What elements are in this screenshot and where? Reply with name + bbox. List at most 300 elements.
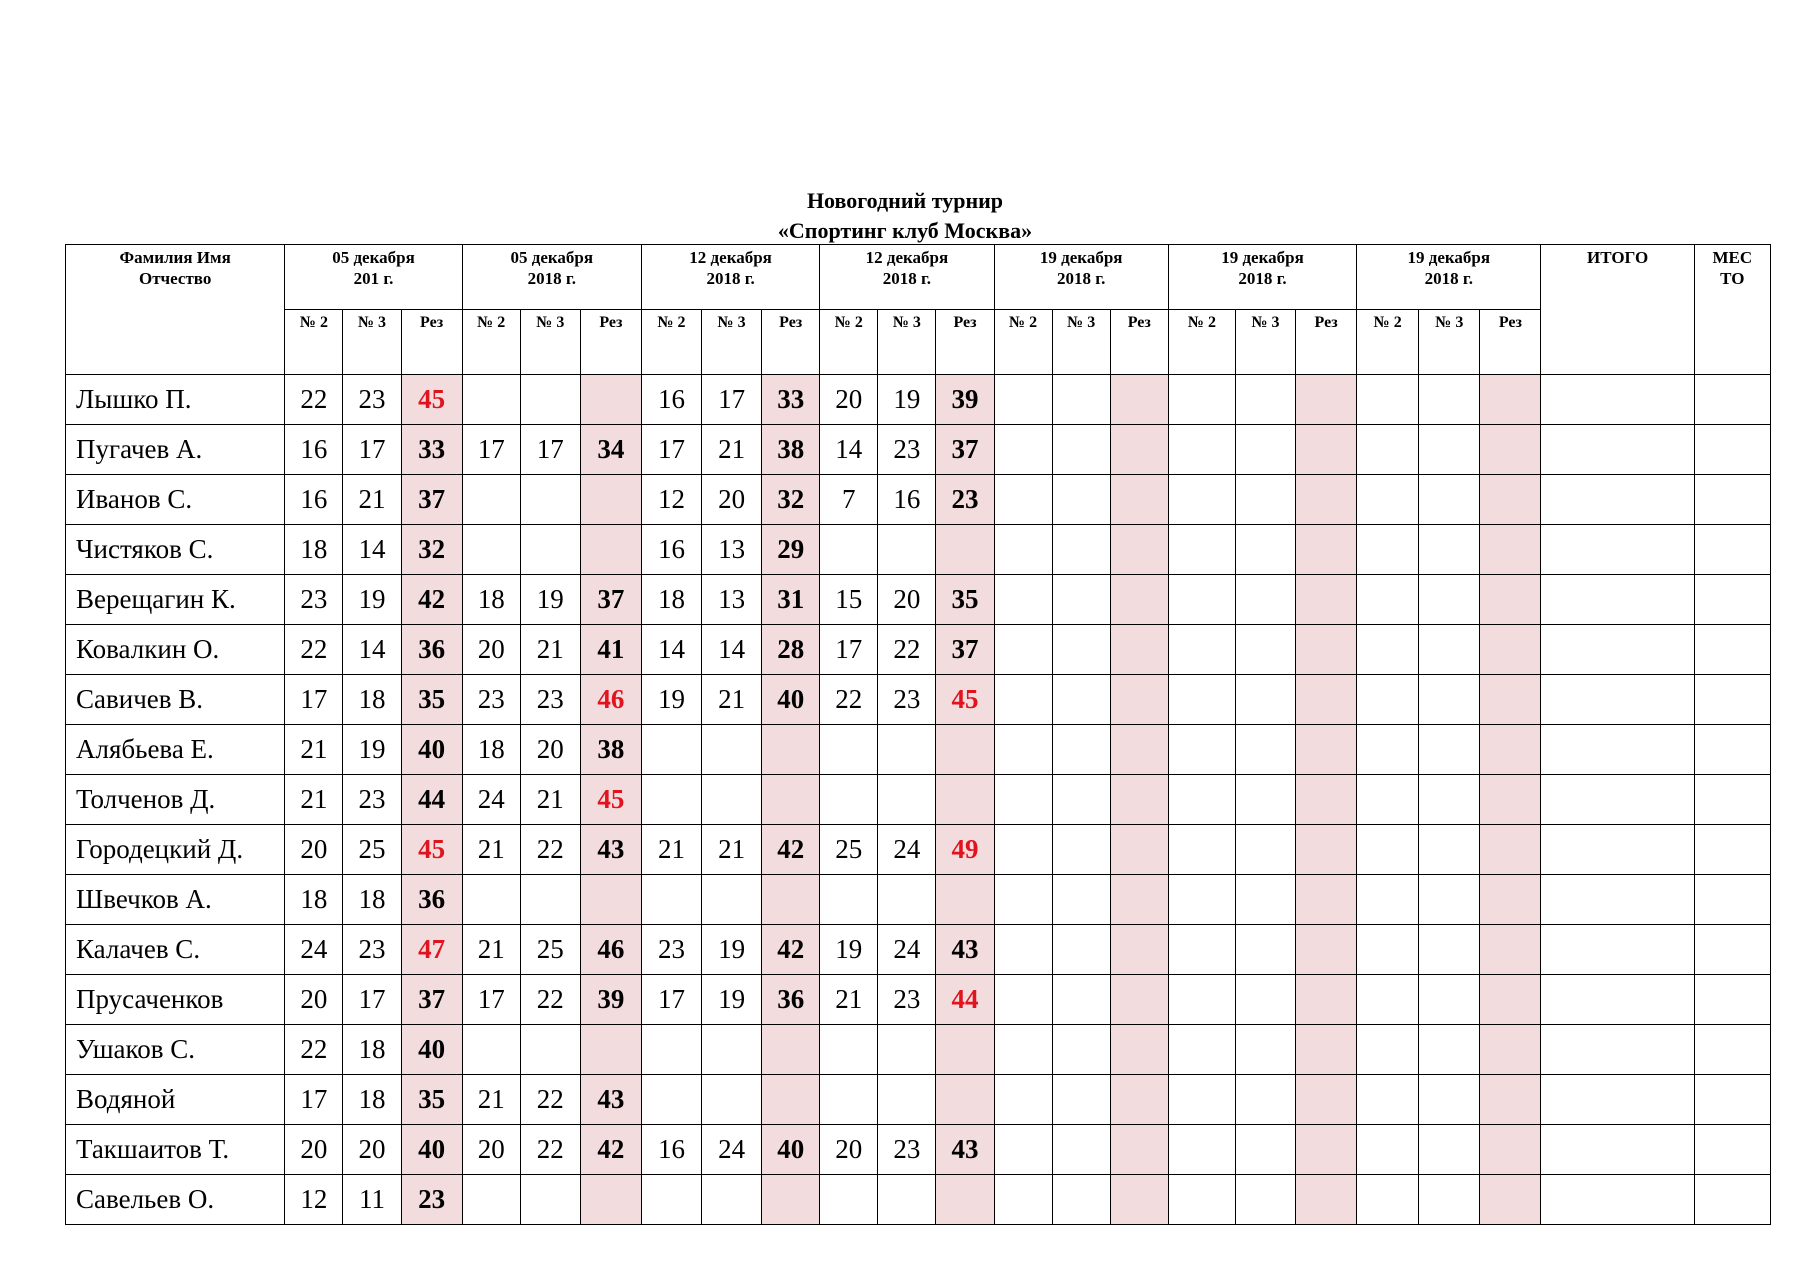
round-2-cell: 20 bbox=[285, 825, 343, 875]
result-cell: 45 bbox=[401, 375, 462, 425]
round-3-cell: 22 bbox=[520, 1125, 580, 1175]
round-2-cell: 18 bbox=[285, 525, 343, 575]
result-cell: 37 bbox=[936, 625, 994, 675]
round-3-cell bbox=[1419, 825, 1480, 875]
round-3-cell bbox=[702, 1075, 762, 1125]
round-2-cell: 22 bbox=[820, 675, 878, 725]
place-cell bbox=[1694, 475, 1770, 525]
round-3-cell: 17 bbox=[702, 375, 762, 425]
round-3-cell bbox=[1052, 575, 1110, 625]
participant-name: Швечков А. bbox=[66, 875, 285, 925]
round-3-cell: 13 bbox=[702, 575, 762, 625]
result-cell bbox=[1296, 375, 1357, 425]
participant-name: Лышко П. bbox=[66, 375, 285, 425]
round-2-cell bbox=[1168, 775, 1235, 825]
round-2-cell bbox=[641, 1175, 701, 1225]
round-3-cell: 14 bbox=[702, 625, 762, 675]
round-3-cell bbox=[1052, 1025, 1110, 1075]
round-2-cell bbox=[1168, 975, 1235, 1025]
round-2-cell: 24 bbox=[462, 775, 520, 825]
round-2-cell bbox=[820, 725, 878, 775]
result-cell bbox=[762, 1075, 820, 1125]
round-2-cell bbox=[462, 1175, 520, 1225]
round-2-cell: 17 bbox=[462, 975, 520, 1025]
round-2-cell: 18 bbox=[462, 575, 520, 625]
round-2-cell bbox=[1168, 675, 1235, 725]
result-cell bbox=[1296, 1175, 1357, 1225]
round-2-cell bbox=[820, 1025, 878, 1075]
result-cell: 39 bbox=[936, 375, 994, 425]
round-2-header: № 2 bbox=[285, 310, 343, 375]
round-3-cell: 18 bbox=[343, 675, 401, 725]
round-2-header: № 2 bbox=[1357, 310, 1419, 375]
round-3-cell bbox=[1419, 575, 1480, 625]
result-cell bbox=[1480, 1175, 1541, 1225]
place-cell bbox=[1694, 575, 1770, 625]
result-cell bbox=[1480, 975, 1541, 1025]
round-2-cell bbox=[994, 425, 1052, 475]
round-3-cell bbox=[520, 525, 580, 575]
total-cell bbox=[1541, 725, 1694, 775]
table-row bbox=[66, 1175, 1771, 1225]
result-cell: 40 bbox=[401, 1025, 462, 1075]
result-cell bbox=[762, 875, 820, 925]
round-2-cell: 21 bbox=[285, 775, 343, 825]
round-3-cell bbox=[1052, 725, 1110, 775]
round-2-cell bbox=[1357, 575, 1419, 625]
result-cell bbox=[1480, 1075, 1541, 1125]
total-column-header: ИТОГО bbox=[1541, 245, 1694, 375]
result-cell bbox=[1480, 675, 1541, 725]
participant-name: Савельев О. bbox=[66, 1175, 285, 1225]
round-3-cell bbox=[520, 1025, 580, 1075]
result-cell bbox=[1480, 475, 1541, 525]
round-2-cell bbox=[1357, 875, 1419, 925]
result-cell: 44 bbox=[936, 975, 994, 1025]
round-2-cell: 22 bbox=[285, 375, 343, 425]
result-cell bbox=[1480, 1125, 1541, 1175]
result-cell: 43 bbox=[936, 925, 994, 975]
round-3-cell: 24 bbox=[878, 925, 936, 975]
table-row bbox=[66, 525, 1771, 575]
result-cell bbox=[1296, 475, 1357, 525]
result-cell bbox=[1110, 775, 1168, 825]
participant-name: Водяной bbox=[66, 1075, 285, 1125]
round-2-cell bbox=[1357, 1075, 1419, 1125]
table-row bbox=[66, 375, 1771, 425]
round-2-cell bbox=[994, 875, 1052, 925]
round-3-cell bbox=[702, 1175, 762, 1225]
participant-name: Ковалкин О. bbox=[66, 625, 285, 675]
result-cell bbox=[1296, 675, 1357, 725]
result-cell: 23 bbox=[936, 475, 994, 525]
place-cell bbox=[1694, 825, 1770, 875]
result-cell bbox=[1110, 675, 1168, 725]
table-row bbox=[66, 675, 1771, 725]
result-cell bbox=[1110, 1025, 1168, 1075]
place-cell bbox=[1694, 1175, 1770, 1225]
round-3-cell: 20 bbox=[702, 475, 762, 525]
total-cell bbox=[1541, 675, 1694, 725]
stage-header: 12 декабря 2018 г. bbox=[820, 245, 994, 310]
round-2-header: № 2 bbox=[994, 310, 1052, 375]
round-2-cell: 14 bbox=[641, 625, 701, 675]
result-cell: 45 bbox=[580, 775, 641, 825]
result-cell: 37 bbox=[401, 975, 462, 1025]
result-cell bbox=[1110, 625, 1168, 675]
round-2-cell bbox=[1357, 825, 1419, 875]
round-3-cell bbox=[1052, 375, 1110, 425]
round-3-cell: 21 bbox=[343, 475, 401, 525]
total-cell bbox=[1541, 425, 1694, 475]
table-row bbox=[66, 875, 1771, 925]
round-2-cell bbox=[1357, 1125, 1419, 1175]
total-cell bbox=[1541, 625, 1694, 675]
round-3-cell: 23 bbox=[878, 975, 936, 1025]
result-cell: 35 bbox=[401, 1075, 462, 1125]
round-2-cell bbox=[1357, 525, 1419, 575]
round-3-cell bbox=[1235, 1025, 1295, 1075]
result-cell bbox=[1110, 425, 1168, 475]
result-cell bbox=[936, 1075, 994, 1125]
result-cell bbox=[1480, 525, 1541, 575]
participant-name: Городецкий Д. bbox=[66, 825, 285, 875]
round-3-cell bbox=[1052, 975, 1110, 1025]
round-3-cell: 19 bbox=[702, 975, 762, 1025]
result-cell bbox=[1296, 925, 1357, 975]
round-3-cell bbox=[1235, 475, 1295, 525]
round-2-cell bbox=[994, 575, 1052, 625]
result-cell: 44 bbox=[401, 775, 462, 825]
result-cell bbox=[1110, 1125, 1168, 1175]
place-cell bbox=[1694, 1125, 1770, 1175]
round-3-cell bbox=[702, 875, 762, 925]
round-2-cell: 17 bbox=[285, 1075, 343, 1125]
result-cell bbox=[580, 375, 641, 425]
round-3-cell bbox=[878, 1075, 936, 1125]
round-2-cell: 18 bbox=[462, 725, 520, 775]
round-2-cell bbox=[1168, 825, 1235, 875]
round-2-cell bbox=[820, 1175, 878, 1225]
round-3-cell bbox=[1052, 425, 1110, 475]
round-2-cell: 22 bbox=[285, 625, 343, 675]
round-2-cell: 12 bbox=[641, 475, 701, 525]
table-row bbox=[66, 775, 1771, 825]
result-cell bbox=[580, 475, 641, 525]
round-3-cell bbox=[1419, 525, 1480, 575]
result-cell: 42 bbox=[762, 925, 820, 975]
participant-name: Верещагин К. bbox=[66, 575, 285, 625]
round-2-cell: 19 bbox=[820, 925, 878, 975]
round-3-cell bbox=[1235, 425, 1295, 475]
round-2-cell bbox=[1168, 375, 1235, 425]
round-2-cell bbox=[820, 875, 878, 925]
results-body bbox=[66, 375, 1771, 1225]
result-cell bbox=[1110, 975, 1168, 1025]
round-3-cell: 21 bbox=[520, 775, 580, 825]
result-cell bbox=[1480, 575, 1541, 625]
participant-name: Такшаитов Т. bbox=[66, 1125, 285, 1175]
place-column-header: МЕС ТО bbox=[1694, 245, 1770, 375]
round-3-cell bbox=[702, 725, 762, 775]
round-3-cell bbox=[1052, 875, 1110, 925]
total-cell bbox=[1541, 775, 1694, 825]
result-cell: 23 bbox=[401, 1175, 462, 1225]
result-cell: 45 bbox=[936, 675, 994, 725]
round-3-cell bbox=[1419, 725, 1480, 775]
result-cell: 43 bbox=[936, 1125, 994, 1175]
round-3-cell bbox=[1419, 925, 1480, 975]
table-row bbox=[66, 475, 1771, 525]
result-cell bbox=[936, 1175, 994, 1225]
result-cell bbox=[1110, 475, 1168, 525]
result-header: Рез bbox=[762, 310, 820, 375]
place-cell bbox=[1694, 975, 1770, 1025]
round-2-cell: 21 bbox=[462, 825, 520, 875]
round-3-cell bbox=[1235, 575, 1295, 625]
result-cell: 32 bbox=[762, 475, 820, 525]
total-cell bbox=[1541, 975, 1694, 1025]
total-cell bbox=[1541, 1125, 1694, 1175]
round-2-cell bbox=[462, 475, 520, 525]
round-2-cell: 7 bbox=[820, 475, 878, 525]
round-3-cell: 22 bbox=[878, 625, 936, 675]
round-3-cell: 19 bbox=[343, 575, 401, 625]
total-cell bbox=[1541, 1175, 1694, 1225]
round-3-cell bbox=[520, 1175, 580, 1225]
round-2-cell bbox=[1168, 725, 1235, 775]
round-3-cell bbox=[1419, 475, 1480, 525]
total-cell bbox=[1541, 375, 1694, 425]
round-3-cell bbox=[1419, 1175, 1480, 1225]
place-cell bbox=[1694, 775, 1770, 825]
result-cell bbox=[1110, 375, 1168, 425]
round-2-cell bbox=[1357, 1175, 1419, 1225]
round-2-cell: 21 bbox=[641, 825, 701, 875]
place-cell bbox=[1694, 675, 1770, 725]
participant-name: Ушаков С. bbox=[66, 1025, 285, 1075]
round-3-cell: 25 bbox=[520, 925, 580, 975]
result-cell: 43 bbox=[580, 825, 641, 875]
total-cell bbox=[1541, 575, 1694, 625]
result-cell: 34 bbox=[580, 425, 641, 475]
stage-header: 12 декабря 2018 г. bbox=[641, 245, 819, 310]
round-3-cell: 17 bbox=[343, 425, 401, 475]
round-3-cell: 17 bbox=[520, 425, 580, 475]
result-cell bbox=[1296, 975, 1357, 1025]
round-3-cell bbox=[1419, 425, 1480, 475]
result-cell: 31 bbox=[762, 575, 820, 625]
round-3-cell: 23 bbox=[878, 675, 936, 725]
round-2-cell: 15 bbox=[820, 575, 878, 625]
round-2-cell bbox=[1168, 925, 1235, 975]
result-header: Рез bbox=[1110, 310, 1168, 375]
round-2-cell bbox=[994, 525, 1052, 575]
round-3-header: № 3 bbox=[1052, 310, 1110, 375]
result-cell: 32 bbox=[401, 525, 462, 575]
result-cell bbox=[762, 1025, 820, 1075]
result-cell bbox=[1296, 725, 1357, 775]
round-2-header: № 2 bbox=[1168, 310, 1235, 375]
result-cell: 38 bbox=[580, 725, 641, 775]
round-3-cell bbox=[1235, 925, 1295, 975]
round-2-cell: 20 bbox=[462, 1125, 520, 1175]
result-cell bbox=[762, 1175, 820, 1225]
result-cell: 33 bbox=[401, 425, 462, 475]
total-cell bbox=[1541, 1075, 1694, 1125]
result-cell bbox=[1480, 825, 1541, 875]
round-2-cell bbox=[994, 975, 1052, 1025]
round-2-cell: 16 bbox=[285, 425, 343, 475]
round-3-cell bbox=[520, 875, 580, 925]
round-2-cell bbox=[462, 375, 520, 425]
table-row bbox=[66, 1075, 1771, 1125]
round-3-cell bbox=[520, 375, 580, 425]
round-2-cell: 16 bbox=[641, 525, 701, 575]
result-cell bbox=[1110, 525, 1168, 575]
round-3-cell: 19 bbox=[343, 725, 401, 775]
round-2-cell: 24 bbox=[285, 925, 343, 975]
result-cell bbox=[1110, 875, 1168, 925]
result-cell bbox=[1110, 1175, 1168, 1225]
round-2-cell bbox=[994, 475, 1052, 525]
round-3-cell bbox=[1419, 975, 1480, 1025]
round-3-cell: 18 bbox=[343, 1025, 401, 1075]
place-cell bbox=[1694, 625, 1770, 675]
round-2-cell bbox=[1168, 1075, 1235, 1125]
round-3-cell: 23 bbox=[343, 775, 401, 825]
round-2-cell: 20 bbox=[285, 1125, 343, 1175]
place-cell bbox=[1694, 725, 1770, 775]
result-cell bbox=[1296, 1025, 1357, 1075]
result-cell bbox=[1480, 625, 1541, 675]
result-cell bbox=[1110, 575, 1168, 625]
participant-name: Прусаченков bbox=[66, 975, 285, 1025]
result-cell bbox=[936, 875, 994, 925]
round-3-cell bbox=[1235, 1175, 1295, 1225]
result-cell bbox=[1296, 775, 1357, 825]
participant-name: Чистяков С. bbox=[66, 525, 285, 575]
round-3-header: № 3 bbox=[343, 310, 401, 375]
result-cell bbox=[762, 725, 820, 775]
round-3-cell: 25 bbox=[343, 825, 401, 875]
round-3-cell bbox=[1052, 625, 1110, 675]
result-header: Рез bbox=[1296, 310, 1357, 375]
result-cell bbox=[1480, 725, 1541, 775]
round-3-cell bbox=[878, 875, 936, 925]
round-2-cell: 19 bbox=[641, 675, 701, 725]
round-2-cell: 17 bbox=[641, 425, 701, 475]
result-cell: 40 bbox=[401, 1125, 462, 1175]
round-2-cell: 23 bbox=[641, 925, 701, 975]
round-2-cell bbox=[1168, 1125, 1235, 1175]
round-2-cell bbox=[1357, 925, 1419, 975]
round-3-cell: 19 bbox=[702, 925, 762, 975]
place-cell bbox=[1694, 525, 1770, 575]
round-2-cell bbox=[1168, 875, 1235, 925]
round-2-cell bbox=[1168, 1025, 1235, 1075]
result-cell: 39 bbox=[580, 975, 641, 1025]
stage-header: 19 декабря 2018 г. bbox=[1168, 245, 1356, 310]
round-3-cell bbox=[1052, 525, 1110, 575]
round-3-cell: 18 bbox=[343, 1075, 401, 1125]
round-2-cell bbox=[994, 675, 1052, 725]
round-2-cell bbox=[462, 875, 520, 925]
round-2-cell: 21 bbox=[462, 1075, 520, 1125]
round-2-cell bbox=[1168, 425, 1235, 475]
round-2-cell bbox=[1357, 725, 1419, 775]
result-cell: 42 bbox=[762, 825, 820, 875]
result-cell bbox=[1296, 625, 1357, 675]
result-cell: 46 bbox=[580, 675, 641, 725]
round-2-cell bbox=[994, 1175, 1052, 1225]
total-cell bbox=[1541, 475, 1694, 525]
round-3-cell bbox=[1419, 1025, 1480, 1075]
round-2-cell: 20 bbox=[462, 625, 520, 675]
round-2-header: № 2 bbox=[820, 310, 878, 375]
round-3-cell: 21 bbox=[520, 625, 580, 675]
round-2-cell: 16 bbox=[641, 375, 701, 425]
round-2-cell bbox=[994, 1125, 1052, 1175]
round-2-cell: 22 bbox=[285, 1025, 343, 1075]
place-cell bbox=[1694, 375, 1770, 425]
place-cell bbox=[1694, 1025, 1770, 1075]
round-2-cell: 18 bbox=[641, 575, 701, 625]
round-3-cell bbox=[1419, 625, 1480, 675]
result-cell bbox=[1110, 825, 1168, 875]
round-3-cell bbox=[1235, 775, 1295, 825]
result-cell: 33 bbox=[762, 375, 820, 425]
round-3-cell: 23 bbox=[878, 425, 936, 475]
result-cell: 46 bbox=[580, 925, 641, 975]
result-header: Рез bbox=[401, 310, 462, 375]
round-3-cell bbox=[1052, 775, 1110, 825]
round-3-cell bbox=[520, 475, 580, 525]
round-2-cell: 16 bbox=[641, 1125, 701, 1175]
round-3-cell: 21 bbox=[702, 425, 762, 475]
round-3-cell bbox=[1419, 875, 1480, 925]
round-3-cell bbox=[1235, 525, 1295, 575]
round-3-cell: 23 bbox=[520, 675, 580, 725]
result-cell bbox=[762, 775, 820, 825]
round-2-header: № 2 bbox=[641, 310, 701, 375]
result-cell bbox=[580, 1175, 641, 1225]
stage-header: 05 декабря 201 г. bbox=[285, 245, 462, 310]
result-cell bbox=[1480, 925, 1541, 975]
table-row bbox=[66, 725, 1771, 775]
round-3-cell: 14 bbox=[343, 525, 401, 575]
name-column-header: Фамилия Имя Отчество bbox=[66, 245, 285, 375]
round-2-cell bbox=[641, 875, 701, 925]
table-row bbox=[66, 975, 1771, 1025]
result-cell: 37 bbox=[580, 575, 641, 625]
round-2-cell bbox=[1357, 475, 1419, 525]
round-3-cell bbox=[1052, 1075, 1110, 1125]
round-2-cell: 20 bbox=[285, 975, 343, 1025]
place-cell bbox=[1694, 875, 1770, 925]
result-cell: 35 bbox=[936, 575, 994, 625]
result-cell bbox=[936, 1025, 994, 1075]
round-3-cell: 22 bbox=[520, 825, 580, 875]
round-2-cell bbox=[641, 775, 701, 825]
table-row bbox=[66, 425, 1771, 475]
result-cell: 29 bbox=[762, 525, 820, 575]
place-cell bbox=[1694, 1075, 1770, 1125]
result-cell: 28 bbox=[762, 625, 820, 675]
participant-name: Савичев В. bbox=[66, 675, 285, 725]
round-2-cell bbox=[994, 925, 1052, 975]
result-cell bbox=[936, 775, 994, 825]
